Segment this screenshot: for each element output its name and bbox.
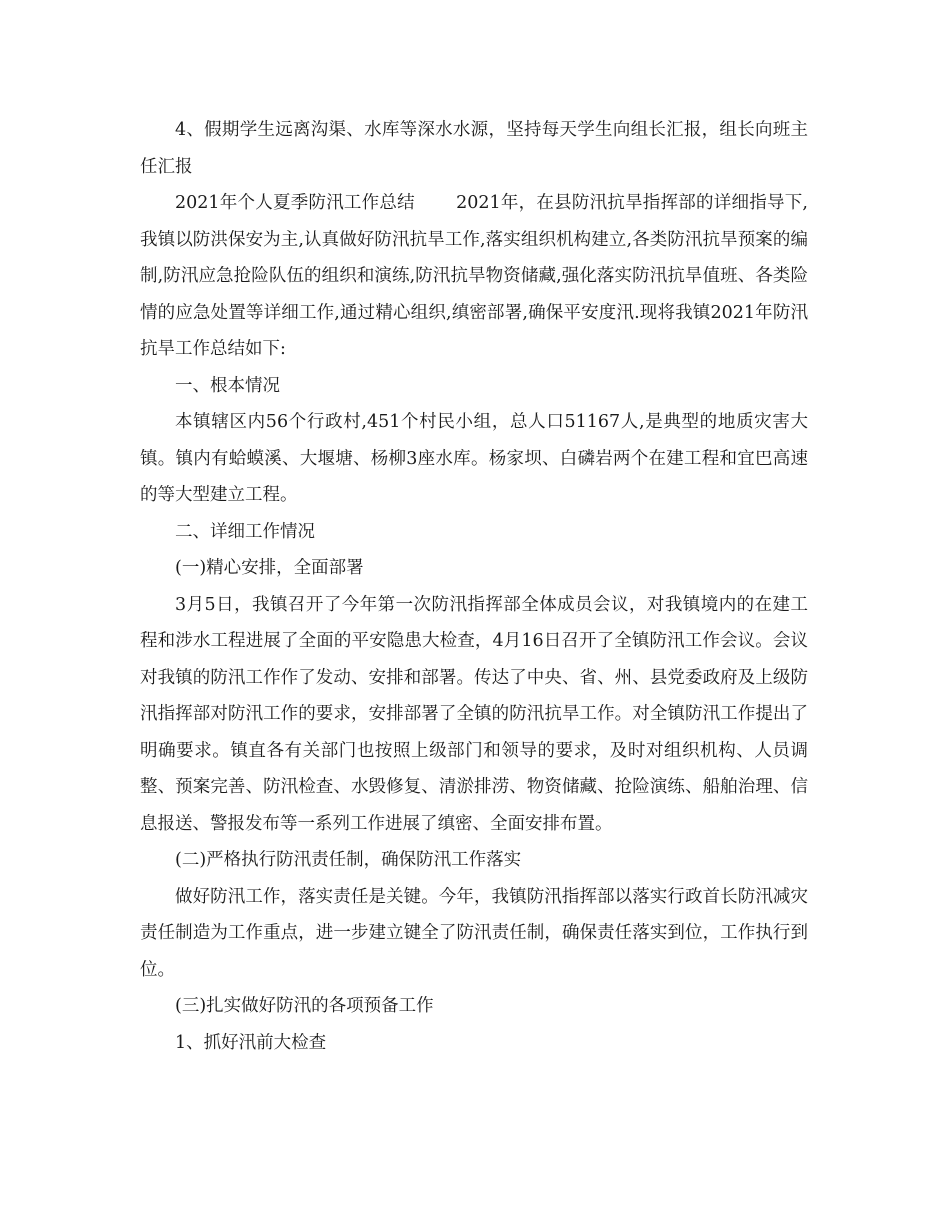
paragraph-basic-situation: 本镇辖区内56个行政村,451个村民小组，总人口51167人,是典型的地质灾害大镇。镇内有蛤蟆溪、大堰塘、杨柳3座水库。杨家坝、白磷岩两个在建工程和宜巴高速的等大型建立工程。 bbox=[140, 412, 808, 505]
paragraph-summary-intro: 2021年个人夏季防汛工作总结 2021年，在县防汛抗旱指挥部的详细指导下,我镇以防洪保安为主,认真做好防汛抗旱工作,落实组织机构建立,各类防汛抗旱预案的编制,防汛应急抢险队伍的组织和演练,防汛抗旱物资储藏,强化落实防汛抗旱值班、各类险情的应急处置等详细工作,通过精心组织,缜密部署,确保平安度汛.现将我镇2021年防汛抗旱工作总结如下: bbox=[140, 193, 808, 359]
subheading-responsibility: (二)严格执行防汛责任制，确保防汛工作落实 bbox=[175, 850, 522, 870]
paragraph-arrangement: 3月5日，我镇召开了今年第一次防汛指挥部全体成员会议，对我镇境内的在建工程和涉水工程进展了全面的平安隐患大检查，4月16日召开了全镇防汛工作会议。会议对我镇的防汛工作作了发动、安排和部署。传达了中央、省、州、县党委政府及上级防汛指挥部对防汛工作的要求，安排部署了全镇的防汛抗旱工作。对全镇防汛工作提出了明确要求。镇直各有关部门也按照上级部门和领导的要求，及时对组织机构、人员调整、预案完善、防汛检查、水毁修复、清淤排涝、物资储藏、抢险演练、船舶治理、信息报送、警报发布等一系列工作进展了缜密、全面安排布置。 bbox=[140, 594, 808, 834]
heading-basic-situation: 一、根本情况 bbox=[175, 375, 280, 396]
paragraph-student-safety: 4、假期学生远离沟渠、水库等深水水源，坚持每天学生向组长汇报，组长向班主任汇报 bbox=[140, 120, 808, 177]
item-pre-flood-inspection: 1、抓好汛前大检查 bbox=[175, 1032, 327, 1053]
document-body bbox=[140, 112, 808, 1061]
heading-work-situation: 二、详细工作情况 bbox=[175, 521, 315, 542]
paragraph-responsibility: 做好防汛工作，落实责任是关键。今年，我镇防汛指挥部以落实行政首长防汛减灾责任制造为工作重点，进一步建立键全了防汛责任制，确保责任落实到位，工作执行到位。 bbox=[140, 886, 808, 980]
subheading-arrangement: (一)精心安排，全面部署 bbox=[175, 558, 364, 578]
subheading-preparation: (三)扎实做好防汛的各项预备工作 bbox=[175, 996, 434, 1016]
